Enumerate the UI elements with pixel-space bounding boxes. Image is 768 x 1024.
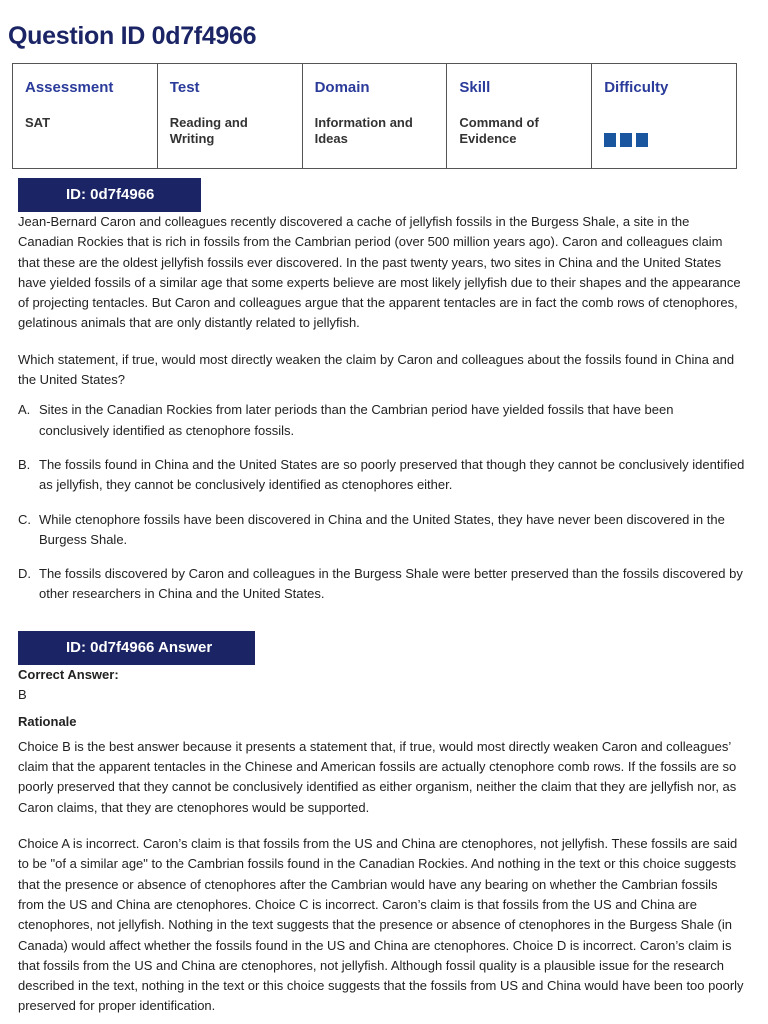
question-passage: Jean-Bernard Caron and colleagues recently discovered a cache of jellyfish fossils in the Burgess Shale, a site in the Canadian Rockies that is rich in fossils from the Cambrian period (over 500 million years ago). Caron and colleagues claim that these are the oldest jellyfish fossils ever discovered. In the past twenty years, two sites in China and the United States have yielded fossils of a similar age that some experts believe are most likely jellyfish due to their shapes and the appearance of projecting tentacles. But Caron and colleagues argue that the apparent tentacles are in fact the comb rows of ctenophores, gelatinous animals that are only distantly related to jellyfish.	[18, 214, 741, 331]
question-section	[18, 212, 746, 619]
difficulty-indicator	[604, 133, 724, 147]
question-meta-table	[12, 63, 737, 169]
choice-letter: D.	[18, 566, 31, 582]
choice-text: Sites in the Canadian Rockies from later periods than the Cambrian period have yielded fossils that have been conclusively identified as ctenophore fossils.	[39, 402, 674, 438]
difficulty-bar-icon	[604, 133, 616, 147]
difficulty-bar-icon	[636, 133, 648, 147]
meta-header-assessment: Assessment	[25, 79, 114, 96]
page-title: Question ID 0d7f4966	[8, 22, 257, 50]
meta-header-skill: Skill	[459, 79, 491, 96]
meta-cell-difficulty	[592, 64, 737, 169]
meta-value-skill: Command of Evidence	[459, 115, 539, 146]
rationale-heading: Rationale	[18, 713, 77, 729]
meta-header-difficulty: Difficulty	[604, 79, 669, 96]
meta-value-test: Reading and Writing	[169, 115, 248, 146]
correct-answer-value: B	[18, 687, 27, 703]
difficulty-bar-icon	[620, 133, 632, 147]
answer-id-banner: ID: 0d7f4966 Answer	[18, 631, 255, 665]
meta-cell-skill	[447, 64, 592, 169]
choice-a	[18, 400, 746, 441]
choice-text: The fossils discovered by Caron and colleagues in the Burgess Shale were better preserved than the fossils discovered by other researchers in China and the United States.	[39, 566, 743, 602]
meta-value-assessment: SAT	[25, 115, 51, 130]
choice-letter: B.	[18, 456, 31, 472]
rationale-paragraph: Choice B is the best answer because it presents a statement that, if true, would most directly weaken Caron and colleagues’ claim that the apparent tentacles in the Chinese and American fossils are actually ctenophore comb rows. If the fossils are so poorly preserved that they cannot be conclusively identified as either organism, neither the claim that they are jellyfish nor, as Caron claims, that they are ctenophores would be supported.	[18, 738, 737, 815]
choice-d	[18, 564, 746, 605]
meta-cell-test	[157, 64, 302, 169]
meta-header-domain: Domain	[314, 79, 370, 96]
rationale-paragraph: Choice A is incorrect. Caron’s claim is that fossils from the US and China are ctenophores, not jellyfish. These fossils are said to be "of a similar age" to the Cambrian fossils found in the Canadian Rockies. And nothing in the text or this choice suggests that the presence or absence of ctenophores after the Cambrian would have any bearing on whether the Cambrian fossils from the US and China are ctenophores. Choice C is incorrect. Caron’s claim is that fossils from the US and China are ctenophores, not jellyfish. Nothing in the text suggests that the presence or absence of ctenophores in the Burgess Shale (in Canada) would affect whether the fossils found in the US and China are ctenophores. Choice D is incorrect. Caron’s claim is that fossils from the US and China are ctenophores, not jellyfish. Although fossil quality is a plausible issue for the research described in the text, nothing in the text or this choice suggests that the fossils from US and China would have been too poorly preserved for proper identification.	[18, 836, 744, 1014]
correct-answer-label: Correct Answer:	[18, 667, 119, 682]
answer-section	[18, 665, 746, 1017]
meta-value-domain: Information and Ideas	[314, 115, 413, 146]
choice-text: The fossils found in China and the United States are so poorly preserved that though they cannot be conclusively identified as jellyfish, they cannot be conclusively identified as ctenophores either.	[39, 456, 745, 493]
meta-cell-domain	[302, 64, 447, 169]
meta-header-test: Test	[169, 79, 200, 96]
question-prompt: Which statement, if true, would most directly weaken the claim by Caron and colleagues about the fossils found in China and the United States?	[18, 351, 735, 388]
choice-text: While ctenophore fossils have been discovered in China and the United States, they have never been discovered in the Burgess Shale.	[39, 511, 725, 547]
choice-letter: A.	[18, 402, 31, 418]
meta-cell-assessment	[13, 64, 158, 169]
choice-letter: C.	[18, 511, 31, 527]
answer-choices	[18, 400, 746, 604]
choice-c	[18, 510, 746, 551]
choice-b	[18, 455, 746, 496]
question-id-banner: ID: 0d7f4966	[18, 178, 201, 212]
